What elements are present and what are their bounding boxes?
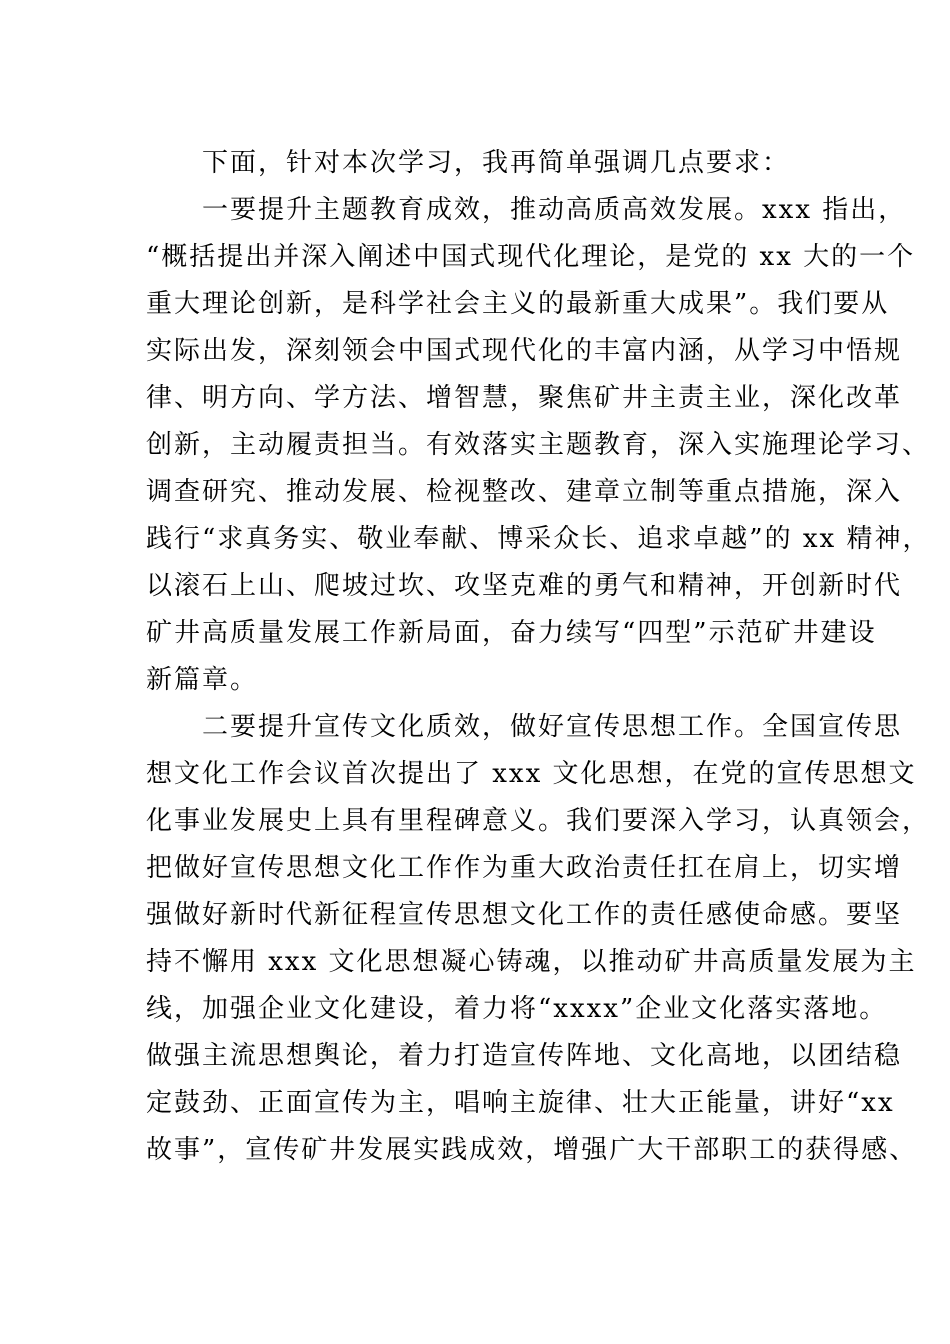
paragraph1-line: 一要提升主题教育成效，推动高质高效发展。xxx 指出， xyxy=(202,195,907,225)
paragraph1-line: 实际出发，深刻领会中国式现代化的丰富内涵，从学习中悟规 xyxy=(146,336,903,366)
intro-line: 下面，针对本次学习，我再简单强调几点要求： xyxy=(202,148,791,178)
document-body xyxy=(146,140,931,1174)
paragraph2-line: 故事”，宣传矿井发展实践成效，增强广大干部职工的获得感、 xyxy=(146,1135,918,1165)
paragraph1-line: 践行“求真务实、敬业奉献、博采众长、追求卓越”的 xx 精神， xyxy=(146,524,931,554)
paragraph1-line: “概括提出并深入阐述中国式现代化理论，是党的 xx 大的一个 xyxy=(146,242,916,272)
paragraph2-line: 想文化工作会议首次提出了 xxx 文化思想，在党的宣传思想文 xyxy=(146,759,917,789)
paragraph1-line: 以滚石上山、爬坡过坎、攻坚克难的勇气和精神，开创新时代 xyxy=(146,571,903,601)
paragraph2-line: 持不懈用 xxx 文化思想凝心铸魂，以推动矿井高质量发展为主 xyxy=(146,947,917,977)
paragraph1-line: 新篇章。 xyxy=(146,665,259,695)
paragraph1-line: 矿井高质量发展工作新局面，奋力续写“四型”示范矿井建设 xyxy=(146,618,877,648)
paragraph2-line: 化事业发展史上具有里程碑意义。我们要深入学习，认真领会， xyxy=(146,806,931,836)
paragraph2-line: 强做好新时代新征程宣传思想文化工作的责任感使命感。要坚 xyxy=(146,900,903,930)
paragraph2-line: 做强主流思想舆论，着力打造宣传阵地、文化高地，以团结稳 xyxy=(146,1041,903,1071)
paragraph1-line: 调查研究、推动发展、检视整改、建章立制等重点措施，深入 xyxy=(146,477,903,507)
paragraph2-line: 线，加强企业文化建设，着力将“xxxx”企业文化落实落地。 xyxy=(146,994,888,1024)
paragraph1-line: 创新，主动履责担当。有效落实主题教育，深入实施理论学习、 xyxy=(146,430,931,460)
paragraph1-line: 律、明方向、学方法、增智慧，聚焦矿井主责主业，深化改革 xyxy=(146,383,903,413)
paragraph1-line: 重大理论创新，是科学社会主义的最新重大成果”。我们要从 xyxy=(146,289,890,319)
paragraph2-line: 把做好宣传思想文化工作作为重大政治责任扛在肩上，切实增 xyxy=(146,853,903,883)
paragraph2-line: 定鼓劲、正面宣传为主，唱响主旋律、壮大正能量，讲好“xx xyxy=(146,1088,895,1118)
paragraph2-line: 二要提升宣传文化质效，做好宣传思想工作。全国宣传思 xyxy=(202,712,903,742)
